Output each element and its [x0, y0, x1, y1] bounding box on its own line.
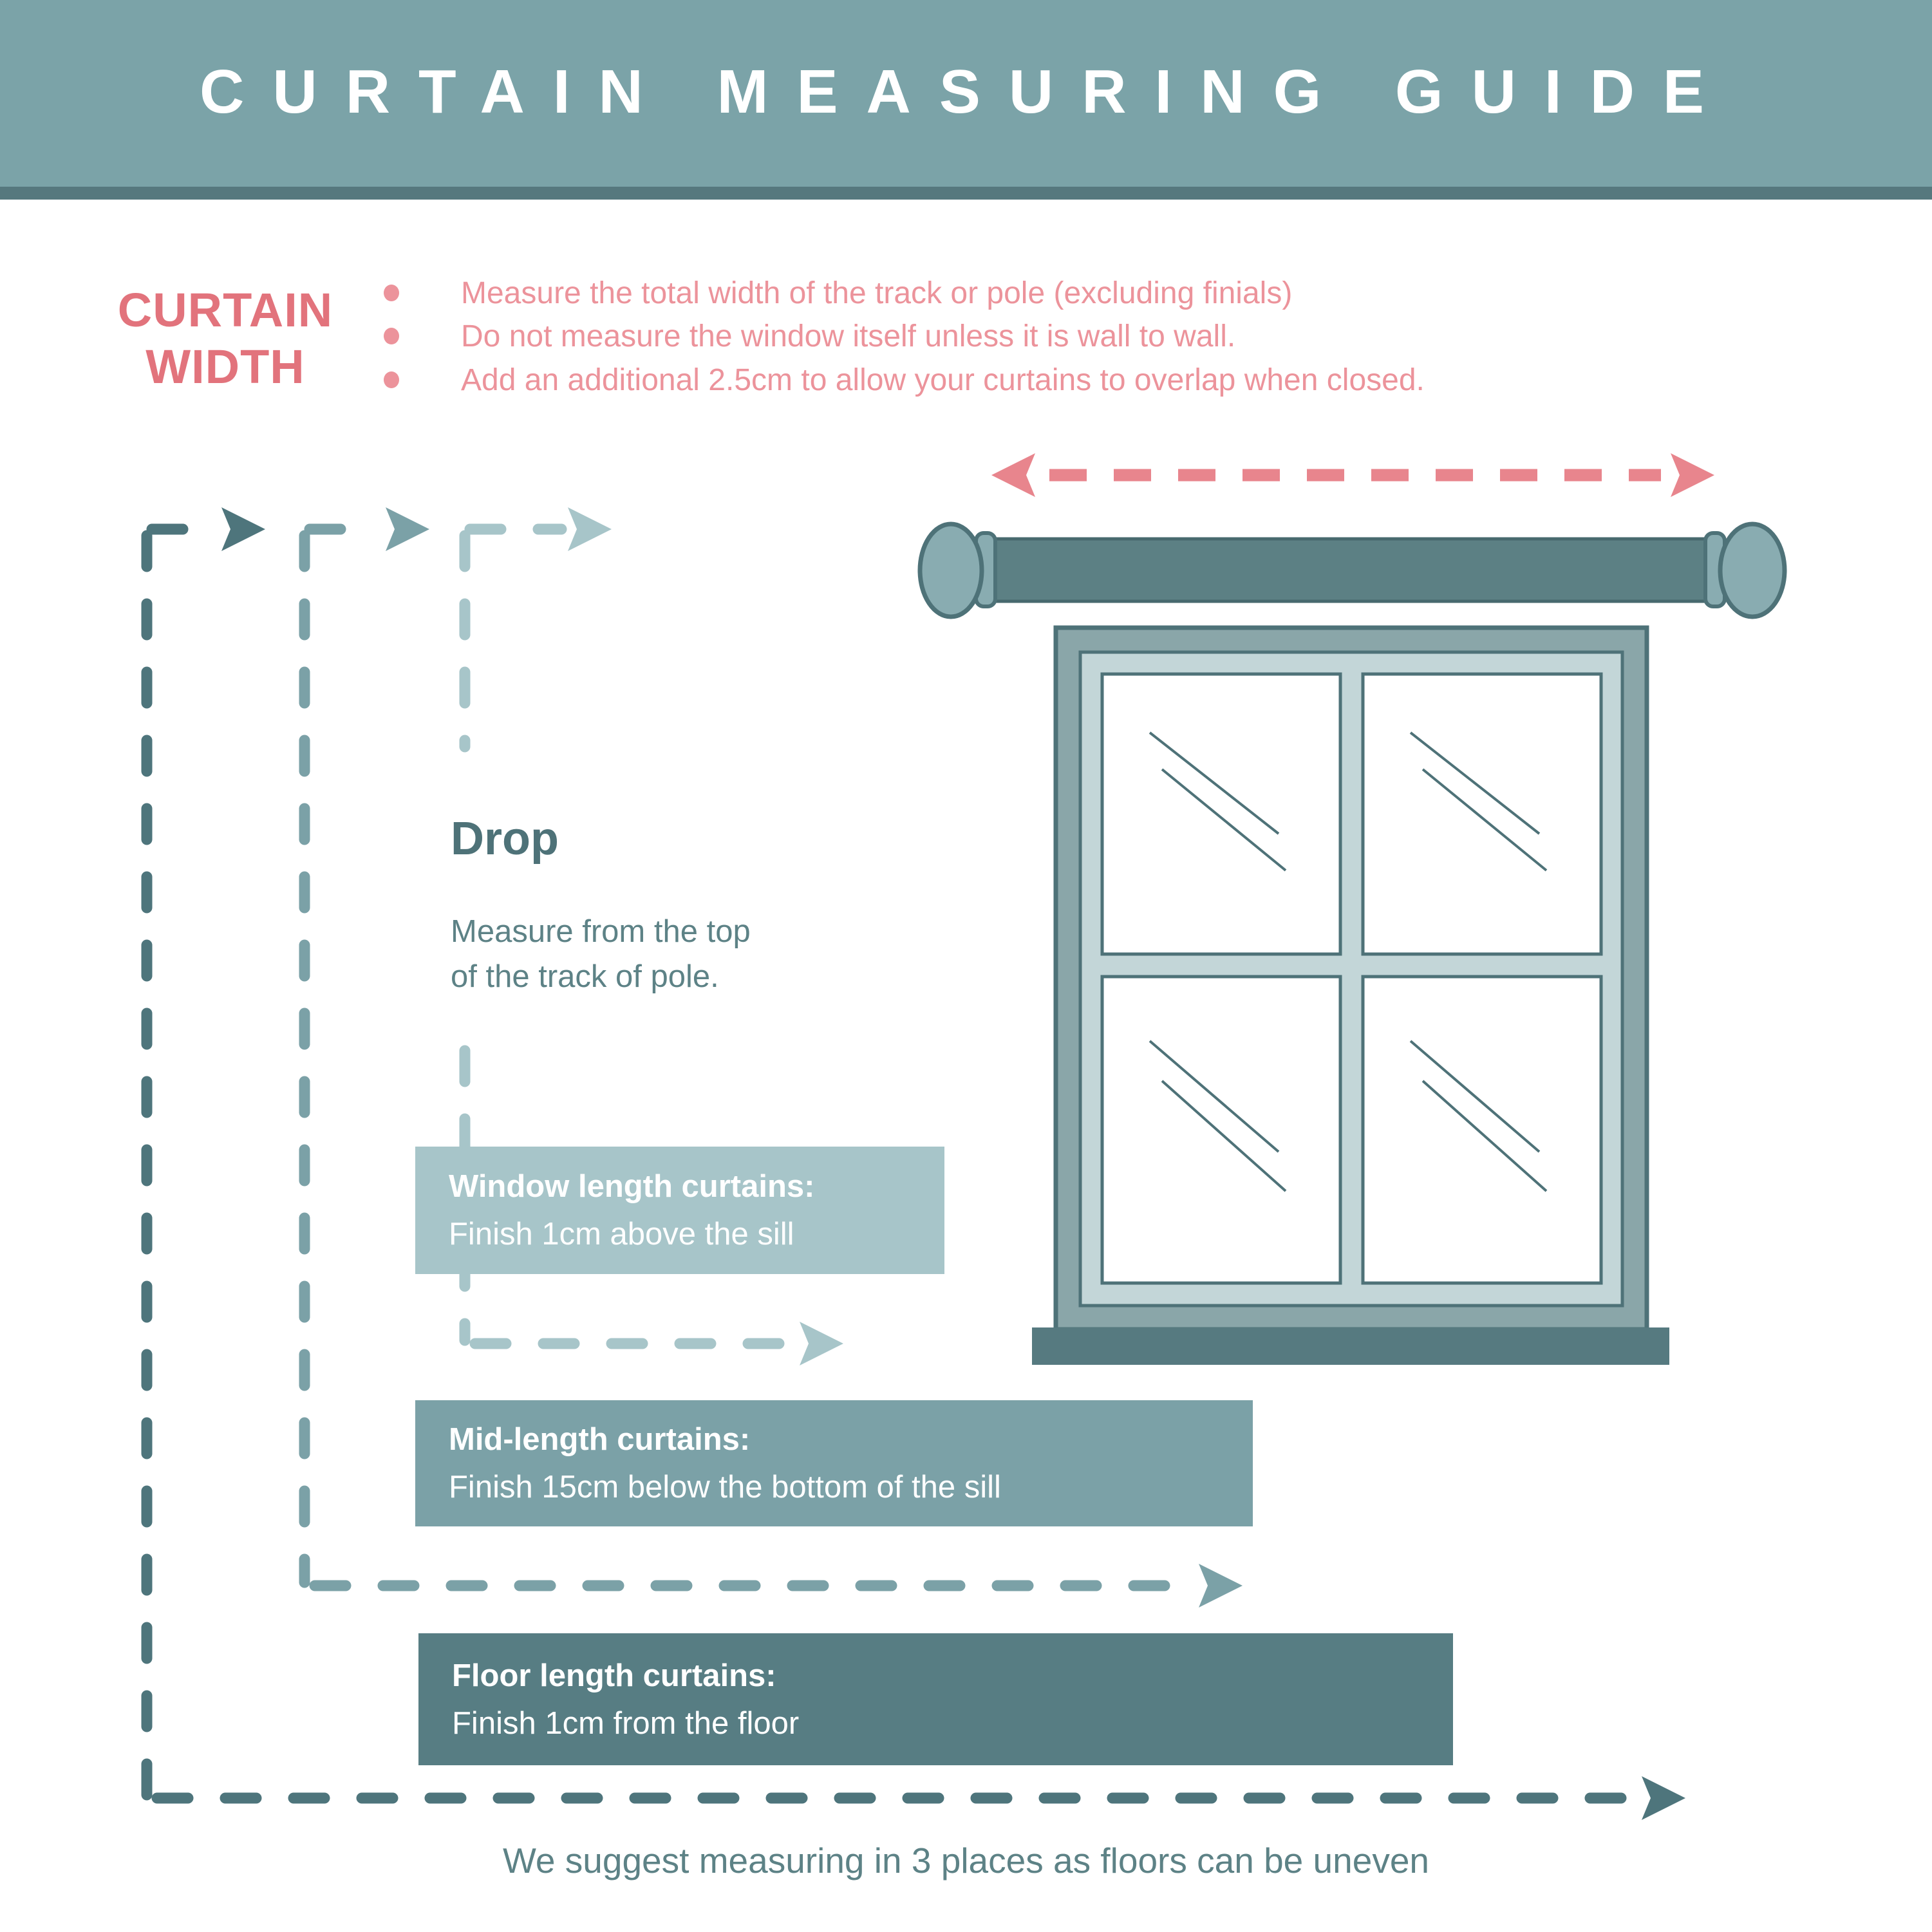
window-length-title: Window length curtains:: [449, 1169, 815, 1204]
pole-finial-left-icon: [920, 524, 982, 617]
arrow-left-icon: [991, 453, 1035, 497]
footer-note: We suggest measuring in 3 places as floors can be uneven: [503, 1841, 1429, 1880]
window-length-box: [415, 1147, 944, 1274]
floor-length-title: Floor length curtains:: [452, 1658, 776, 1693]
arrow-right-icon: [221, 507, 265, 551]
window-illustration: [1032, 628, 1669, 1365]
arrow-right-icon: [386, 507, 429, 551]
mid-length-title: Mid-length curtains:: [449, 1422, 751, 1457]
window-pane-bottom-left: [1102, 977, 1340, 1283]
arrow-right-icon: [568, 507, 612, 551]
curtain-width-label-line2: WIDTH: [145, 340, 305, 393]
drop-body: [451, 909, 751, 999]
bullet-text: Do not measure the window itself unless it is wall to wall.: [461, 319, 1236, 353]
window-pane-top-right: [1363, 674, 1601, 954]
curtain-width-label-line1: CURTAIN: [117, 283, 333, 337]
window-pane-bottom-right: [1363, 977, 1601, 1283]
arrow-right-icon: [1642, 1776, 1685, 1820]
curtain-pole: [920, 524, 1785, 617]
mid-length-subtitle: Finish 15cm below the bottom of the sill: [449, 1470, 1001, 1505]
page-title: CURTAIN MEASURING GUIDE: [200, 57, 1732, 126]
arrow-right-icon: [1671, 453, 1714, 497]
window-sill: [1032, 1327, 1669, 1365]
pole-finial-right-icon: [1720, 524, 1785, 617]
drop-heading: Drop: [451, 813, 559, 865]
bullet-text: Add an additional 2.5cm to allow your curtains to overlap when closed.: [461, 362, 1425, 397]
mid-length-box: [415, 1400, 1253, 1526]
window-pane-top-left: [1102, 674, 1340, 954]
drop-body-line1: Measure from the top: [451, 914, 751, 949]
width-measure-arrow: [991, 453, 1714, 497]
bullet-text: Measure the total width of the track or pole (excluding finials): [461, 276, 1293, 310]
floor-length-subtitle: Finish 1cm from the floor: [452, 1705, 800, 1741]
arrow-right-icon: [1199, 1564, 1243, 1608]
floor-length-box: [418, 1633, 1453, 1765]
drop-body-line2: of the track of pole.: [451, 959, 719, 994]
arrow-right-icon: [800, 1322, 843, 1365]
window-length-subtitle: Finish 1cm above the sill: [449, 1217, 794, 1252]
curtain-pole-bar: [991, 539, 1709, 601]
